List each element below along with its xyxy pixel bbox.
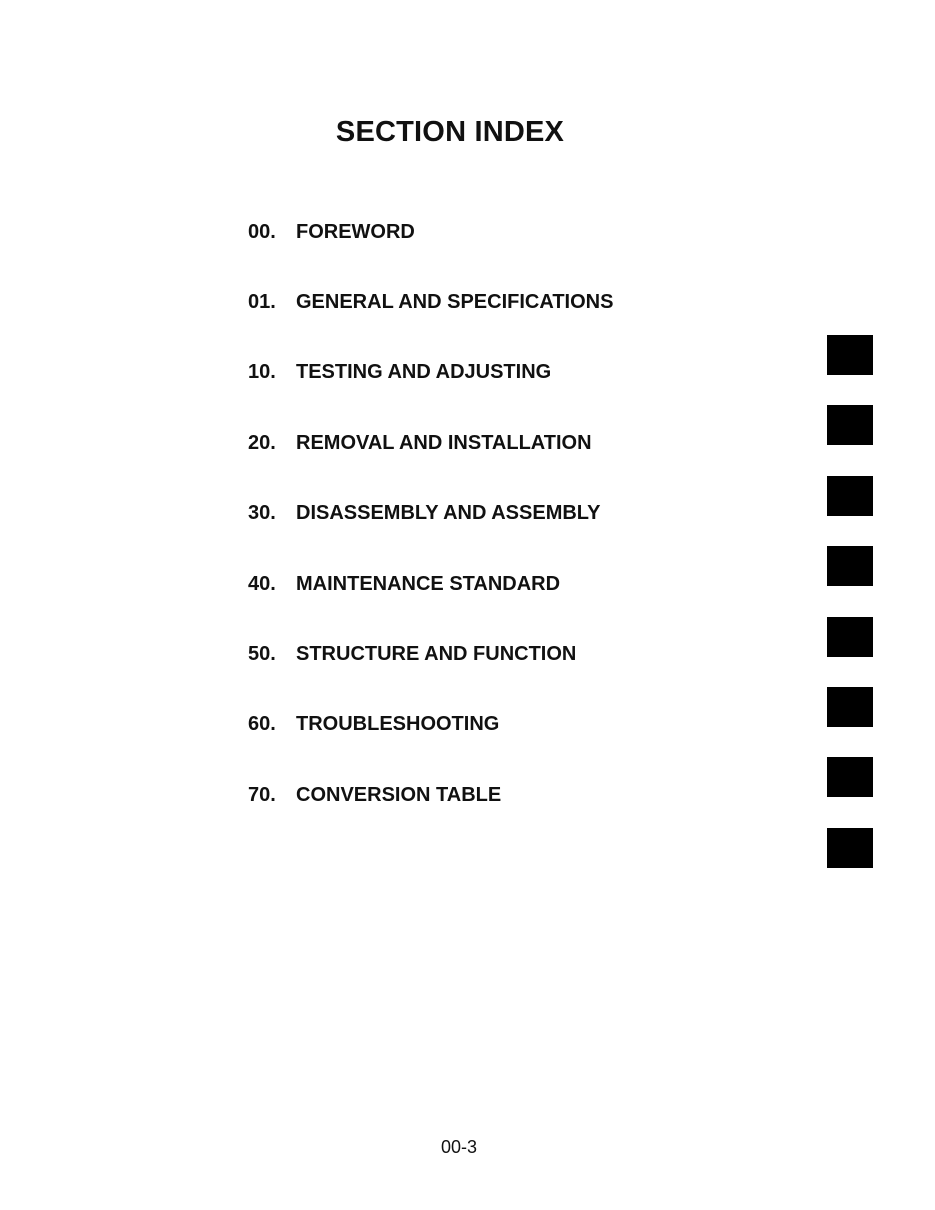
section-item[interactable] <box>248 710 499 740</box>
section-title: CONVERSION TABLE <box>296 783 502 806</box>
thumb-index-tab <box>827 757 873 797</box>
section-title: REMOVAL AND INSTALLATION <box>296 431 592 454</box>
section-title: STRUCTURE AND FUNCTION <box>296 642 577 665</box>
section-title: GENERAL AND SPECIFICATIONS <box>296 290 614 313</box>
section-title: MAINTENANCE STANDARD <box>296 572 561 595</box>
section-item[interactable] <box>248 358 551 388</box>
thumb-index-tab <box>827 335 873 375</box>
section-title: TESTING AND ADJUSTING <box>296 361 552 384</box>
section-item[interactable] <box>248 569 560 599</box>
section-number: 40. <box>248 572 276 595</box>
section-item[interactable] <box>248 780 501 810</box>
section-number: 00. <box>248 220 276 243</box>
section-number: 20. <box>248 431 276 454</box>
section-title: TROUBLESHOOTING <box>296 713 500 736</box>
page-title: SECTION INDEX <box>335 116 565 148</box>
thumb-index-tab <box>827 687 873 727</box>
thumb-index-tab <box>827 546 873 586</box>
section-number: 50. <box>248 642 276 665</box>
section-number: 60. <box>248 713 276 736</box>
section-item[interactable] <box>248 217 415 247</box>
thumb-index-tab <box>827 617 873 657</box>
section-number: 01. <box>248 290 276 313</box>
section-title: DISASSEMBLY AND ASSEMBLY <box>296 502 601 525</box>
section-number: 10. <box>248 361 276 384</box>
thumb-index-tab <box>827 476 873 516</box>
page-number: 00-3 <box>440 1137 478 1157</box>
thumb-index-tab <box>827 828 873 868</box>
section-number: 70. <box>248 783 276 806</box>
section-number: 30. <box>248 502 276 525</box>
thumb-index-tab <box>827 405 873 445</box>
section-item[interactable] <box>248 499 601 529</box>
section-item[interactable] <box>248 287 613 317</box>
section-item[interactable] <box>248 639 576 669</box>
section-title: FOREWORD <box>296 220 415 243</box>
section-item[interactable] <box>248 428 592 458</box>
